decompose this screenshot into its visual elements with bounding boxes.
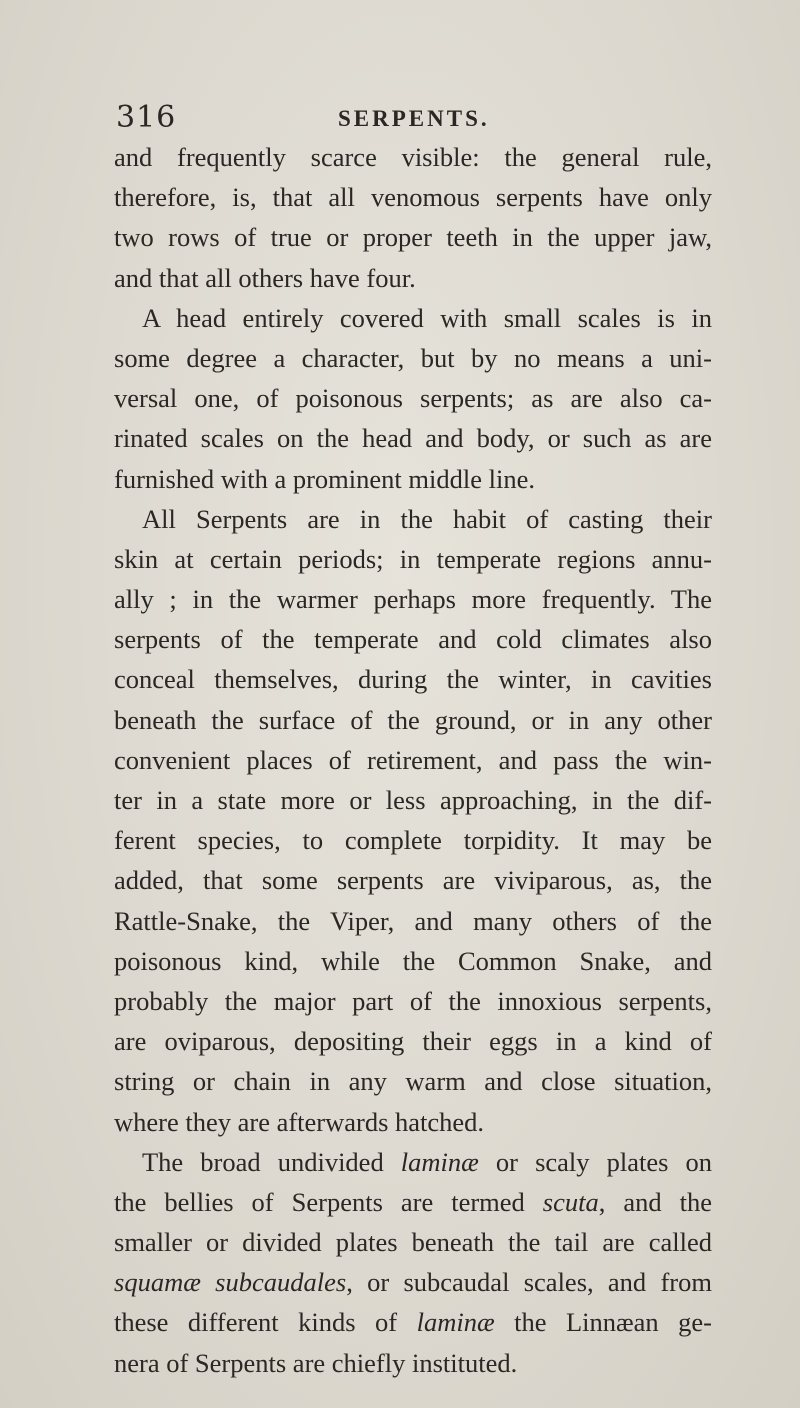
text-line: rinated scales on the head and body, or such as are: [114, 423, 712, 454]
text-line: ter in a state more or less approaching, in the dif-: [114, 785, 712, 815]
text-line: All Serpents are in the habit of casting their: [142, 503, 712, 534]
text-line: ferent species, to complete torpidity. It may be: [114, 825, 712, 856]
text-line: some degree a character, but by no means a uni-: [114, 342, 712, 373]
text-line: [114, 1262, 712, 1302]
text-line: two rows of true or proper teeth in the upper jaw,: [114, 222, 712, 253]
text-line: string or chain in any warm and close situation,: [114, 1066, 712, 1097]
body-text: [114, 137, 712, 1383]
text-line: added, that some serpents are viviparous, as, the: [114, 865, 712, 896]
italic-term: laminæ: [416, 1307, 495, 1338]
text-line: serpents of the temperate and cold climates also: [114, 624, 712, 655]
text-line: [114, 1182, 712, 1222]
text-line: and that all others have four.: [114, 262, 416, 293]
page-header: [116, 100, 716, 140]
text-line: probably the major part of the innoxious serpents,: [114, 985, 712, 1016]
text-segment: these different kinds of: [114, 1307, 417, 1338]
text-line: are oviparous, depositing their eggs in a kind of: [114, 1026, 712, 1057]
text-line: nera of Serpents are chiefly instituted.: [114, 1347, 518, 1378]
text-segment: the bellies of Serpents are termed: [114, 1186, 543, 1217]
text-line: ally ; in the warmer perhaps more frequently. The: [114, 584, 712, 615]
text-line: [114, 1302, 712, 1342]
text-segment: the Linnæan ge-: [494, 1307, 712, 1338]
text-line: conceal themselves, during the winter, in cavities: [114, 664, 712, 695]
text-line: therefore, is, that all venomous serpents have only: [114, 182, 712, 213]
text-line: versal one, of poisonous serpents; as are also ca-: [114, 383, 712, 414]
running-head: SERPENTS.: [338, 106, 490, 131]
text-line: and frequently scarce visible: the general rule,: [114, 142, 712, 172]
text-line: convenient places of retirement, and pass the win-: [114, 744, 712, 775]
italic-term: scuta: [542, 1186, 599, 1217]
text-line: where they are afterwards hatched.: [114, 1106, 485, 1137]
text-line: beneath the surface of the ground, or in any other: [114, 704, 712, 735]
text-line: smaller or divided plates beneath the tail are called: [114, 1227, 712, 1258]
text-line: Rattle-Snake, the Viper, and many others of the: [114, 905, 712, 936]
text-line: skin at certain periods; in temperate regions annu-: [114, 543, 712, 574]
italic-term: laminæ: [400, 1146, 479, 1177]
text-line: [114, 1142, 712, 1182]
text-segment: , and the: [598, 1186, 712, 1217]
page-number: 316: [116, 100, 177, 135]
text-line: A head entirely covered with small scales is in: [142, 302, 712, 333]
text-line: poisonous kind, while the Common Snake, and: [114, 945, 712, 976]
text-segment: , or subcaudal scales, and from: [346, 1267, 712, 1298]
italic-term: squamæ subcaudales: [114, 1267, 347, 1298]
text-segment: The broad undivided: [142, 1146, 401, 1177]
text-segment: or scaly plates on: [478, 1146, 712, 1177]
text-line: furnished with a prominent middle line.: [114, 463, 535, 494]
